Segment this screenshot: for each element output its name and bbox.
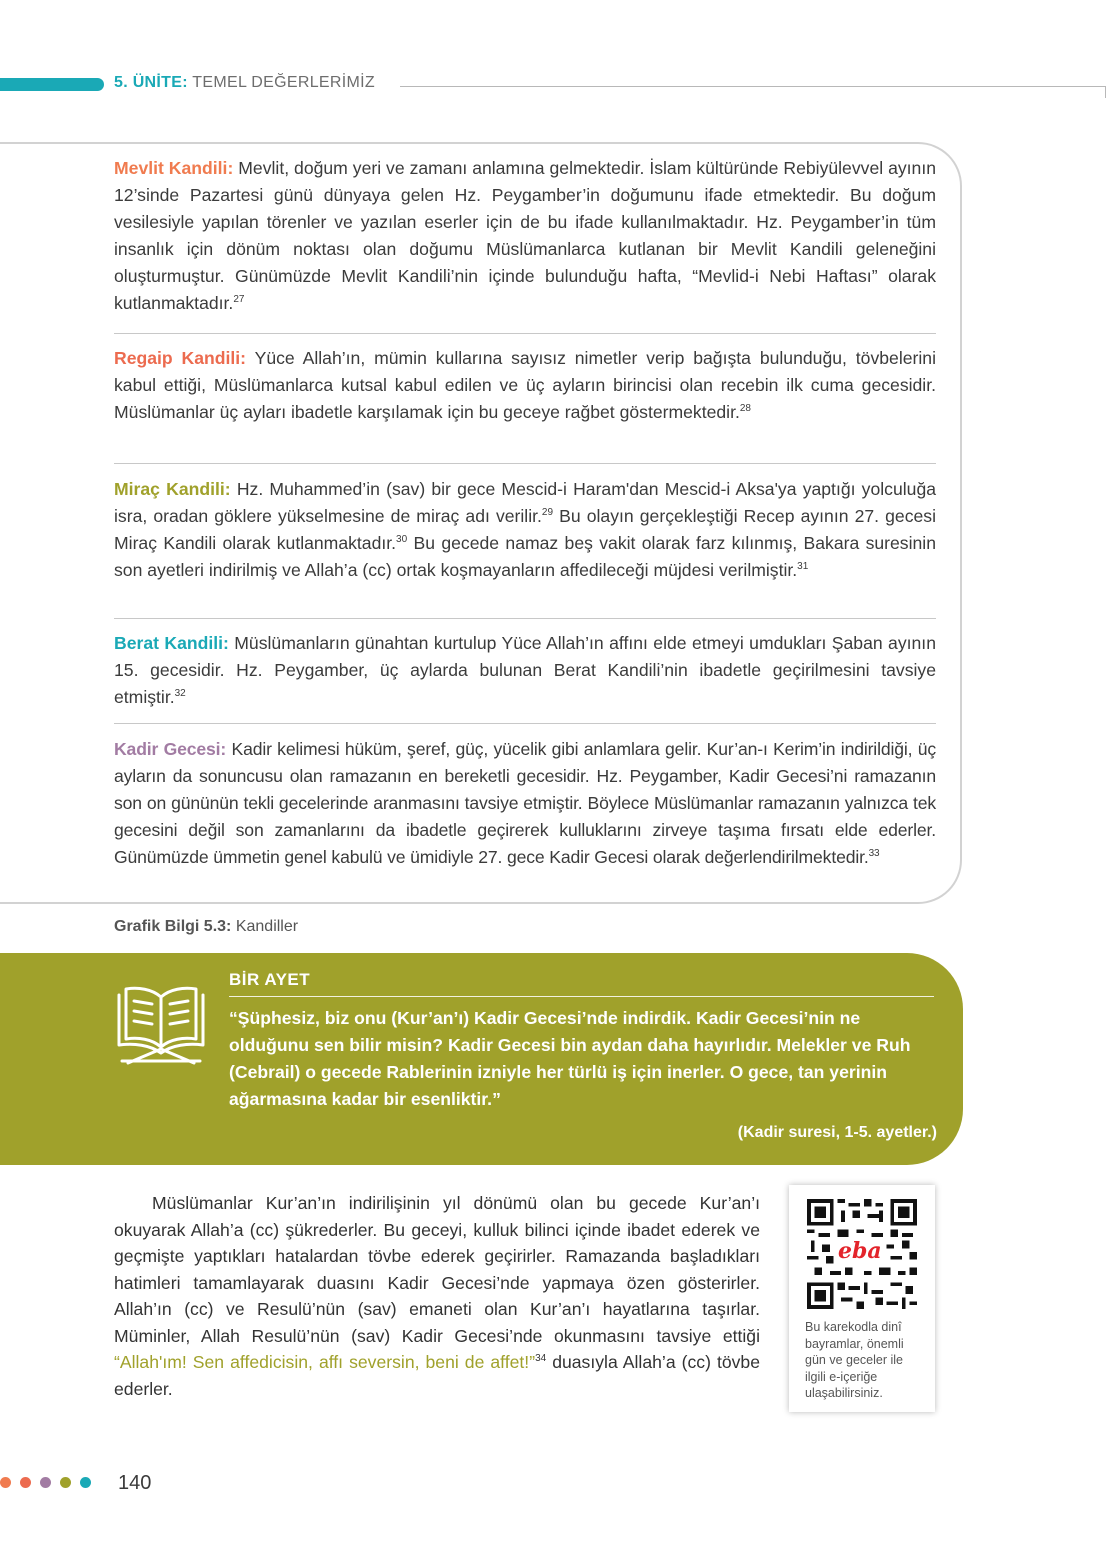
footnote-ref: 28 — [739, 403, 751, 414]
entry-regaip-kandili — [114, 345, 936, 426]
body-paragraph — [114, 1190, 760, 1402]
unit-header-rule — [400, 86, 1106, 87]
footnote-ref: 29 — [541, 507, 554, 518]
entry-divider — [114, 618, 936, 619]
footer-dots — [0, 1477, 100, 1489]
footnote-ref: 33 — [868, 848, 880, 859]
unit-heading — [114, 74, 375, 92]
ayet-source: (Kadir suresi, 1-5. ayetler.) — [737, 1124, 937, 1141]
footnote-ref: 32 — [174, 688, 186, 699]
term-mevlit-kandili: Mevlit Kandili: — [114, 158, 234, 178]
entry-kadir-gecesi — [114, 736, 936, 871]
eba-logo: eba — [838, 1238, 882, 1264]
text-mevlit-kandili: Mevlit, doğum yeri ve zamanı anlamına gelmektedir. İslam kültüründe Rebiyülevvel ayının 12’sinde Pazartesi günü dünyaya gelen Hz. Peygamber’in doğumunu ifade etmektedir. Bu doğum vesilesiyle yapılan törenler ve yazılan eserler için de bu ifade kullanılmaktadır. Hz. Peygamber’in tüm insanlık için dönüm noktası olan doğumu Müslümanlarca kutlanan bir Mevlit Kandili geleneğini oluşturmuştur. Günümüzde Mevlit Kandili’nin içinde bulunduğu hafta, “Mevlid-i Nebi Haftası” olarak kutlanmaktadır. — [114, 158, 936, 313]
term-kadir-gecesi: Kadir Gecesi: — [114, 739, 227, 759]
entry-mirac-kandili — [114, 476, 936, 584]
figure-caption — [114, 918, 298, 936]
text-mirac-kandili-1: Hz. Muhammed’in (sav) bir gece Mescid-i Haram'dan Mescid-i Aksa'ya yaptığı yolculuğa isra, oradan göklere yükselmesine de miraç adı verilir. — [114, 479, 937, 526]
entry-mevlit-kandili — [114, 155, 936, 317]
text-berat-kandili: Müslümanların günahtan kurtulup Yüce Allah’ın affını elde etmeyi umdukları Şaban ayının 15. gecesidir. Hz. Peygamber, üç aylarda bulunan Berat Kandili’nin ibadetle geçirilmesini tavsiye etmiştir. — [114, 633, 936, 707]
unit-number: 5. ÜNİTE: — [114, 74, 188, 91]
ayet-rule — [229, 996, 934, 997]
entry-berat-kandili — [114, 630, 936, 711]
body-text-1: Müslümanlar Kur’an’ın indirilişinin yıl dönümü olan bu gecede Kur’an’ı okuyarak Allah’a (cc) şükrederler. Bu geceyi, kulluk bilinci içinde ibadet ederek ve geçmişte yaptıkları hatalardan tövbe ederek geçirirler. Ramazanda başladıkları hatimleri tamamlayarak duasını Kadir Gecesi’nde yapmaya özen gösterirler. Allah’ın (cc) ve Resulü’nün (sav) emaneti olan Kur’an’ı hayatlarına taşırlar. Müminler, Allah Resulü’nün (sav) Kadir Gecesi’nde okunmasını tavsiye ettiği — [114, 1193, 760, 1346]
footnote-ref: 34 — [535, 1353, 547, 1364]
entry-divider — [114, 463, 936, 464]
entry-divider — [114, 333, 936, 334]
qr-card — [789, 1185, 935, 1412]
term-regaip-kandili: Regaip Kandili: — [114, 348, 247, 368]
footer-dot — [0, 1477, 11, 1488]
caption-label: Grafik Bilgi 5.3: — [114, 918, 232, 935]
footnote-ref: 31 — [797, 561, 809, 572]
footer-dot — [60, 1477, 71, 1488]
qr-description: Bu karekodla dinî bayramlar, önemli gün ve geceler ile ilgili e-içeriğe ulaşabilirsiniz. — [805, 1320, 904, 1400]
ayet-label: BİR AYET — [229, 970, 311, 989]
footer-dot — [80, 1477, 91, 1488]
footnote-ref: 27 — [233, 294, 245, 305]
text-regaip-kandili: Yüce Allah’ın, mümin kullarına sayısız nimetler verip bağışta bulunduğu, tövbelerini kabul ettiği, Müslümanlarca kutsal kabul edilen ve üç ayların birincisi olan recebin ilk cuma gecesidir. Müslümanlar üç ayları ibadetle karşılamak için bu geceye rağbet göstermektedir. — [114, 348, 936, 422]
entry-divider — [114, 723, 936, 724]
footnote-ref: 30 — [396, 534, 408, 545]
text-kadir-gecesi: Kadir kelimesi hüküm, şeref, güç, yücelik gibi anlamlara gelir. Kur’an-ı Kerim’in indirildiği, üç ayların da sonuncusu olan ramazanın en bereketli gecesidir. Hz. Peygamber, Kadir Gecesi’ni ramazanın son on gününün tekli gecelerinde aranmasını tavsiye etmiştir. Böylece Müslümanlar ramazanın yalnızca tek gecesini değil son zamanlarını da ibadetle geçirerek kulluklarını zirveye taşıma fırsatı elde ederler. Günümüzde ümmetin genel kabulü ve ümidiyle 27. gece Kadir Gecesi olarak değerlendirilmektedir. — [114, 739, 936, 867]
footer-dot — [20, 1477, 31, 1488]
term-berat-kandili: Berat Kandili: — [114, 633, 229, 653]
quran-book-icon — [114, 979, 208, 1065]
ayet-box — [0, 953, 963, 1165]
text-mirac-kandili-2: Bu olayın gerçekleştiği Recep ayının 27. gecesi Miraç Kandili olarak kutlanmaktadır. — [114, 506, 936, 553]
unit-header — [0, 74, 1106, 98]
page-number: 140 — [118, 1472, 152, 1494]
caption-text: Kandiller — [235, 918, 299, 935]
text-mirac-kandili-3: Bu gecede namaz beş vakit olarak farz kılınmış, Bakara suresinin son ayetleri indirilmiş ve Allah’a (cc) ortak koşmayanların affedileceği müjdesi verilmiştir. — [114, 533, 936, 580]
footer-dot — [40, 1477, 51, 1488]
ayet-text: “Şüphesiz, biz onu (Kur’an’ı) Kadir Gecesi’nde indirdik. Kadir Gecesi’nin ne olduğunu sen bilir misin? Kadir Gecesi bin aydan daha hayırlıdır. Melekler ve Ruh (Cebrail) o gecede Rablerinin izniyle her türlü iş için inerler. O gece, tan yerinin ağarmasına kadar bir esenliktir.” — [229, 1008, 911, 1109]
dua-quote: “Allah'ım! Sen affedicisin, affı seversin, beni de affet!” — [114, 1352, 536, 1372]
body-text-2: duasıyla Allah’a (cc) tövbe ederler. — [114, 1352, 760, 1399]
unit-title: TEMEL DEĞERLERİMİZ — [192, 74, 375, 91]
term-mirac-kandili: Miraç Kandili: — [114, 479, 231, 499]
unit-header-bar — [0, 78, 104, 91]
